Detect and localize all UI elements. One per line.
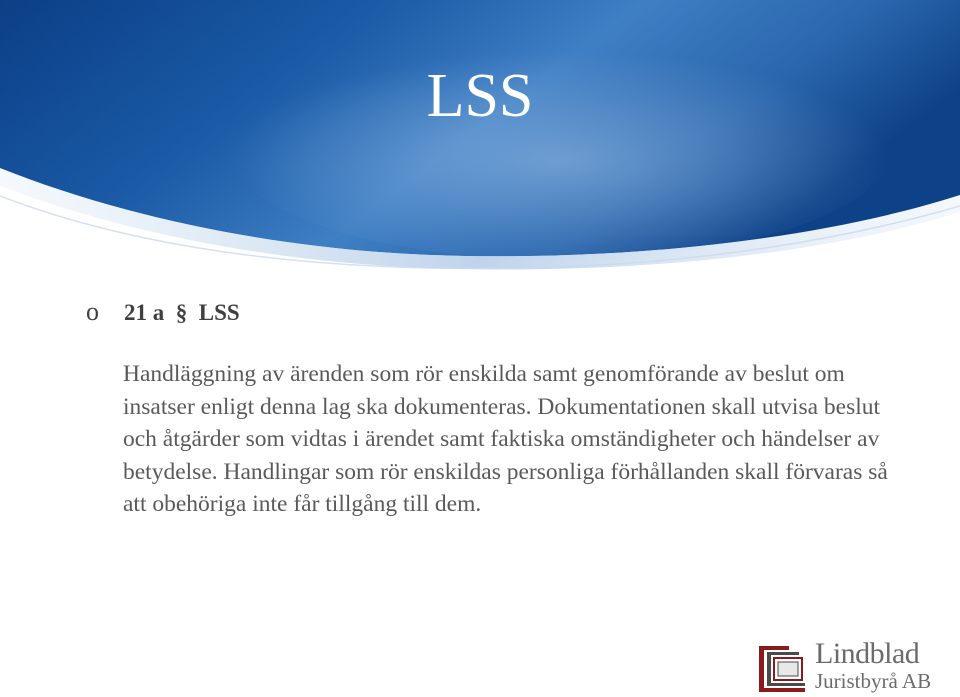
body-paragraph: Handläggning av ärenden som rör enskilda samt genomförande av beslut om insatser enligt denna lag ska dokumenteras. Dokumentationen skall utvisa beslut och åtgärder som vidtas i ärendet samt faktiska omständigheter och händelser av betydelse. Handlingar som rör enskildas personliga förhållanden skall förvaras så att obehöriga inte får tillgång till dem. [123,361,888,517]
logo-name: Lindblad [815,637,920,670]
bullet-item [86,297,240,327]
lindblad-logo-icon [757,643,809,695]
bullet-heading: 21 a § LSS [124,300,240,325]
header-background [0,0,960,300]
logo-subtitle: Juristbyrå AB [815,669,932,693]
slide-title: LSS [426,62,534,130]
bullet-marker: o [86,297,99,326]
company-logo [757,637,935,695]
